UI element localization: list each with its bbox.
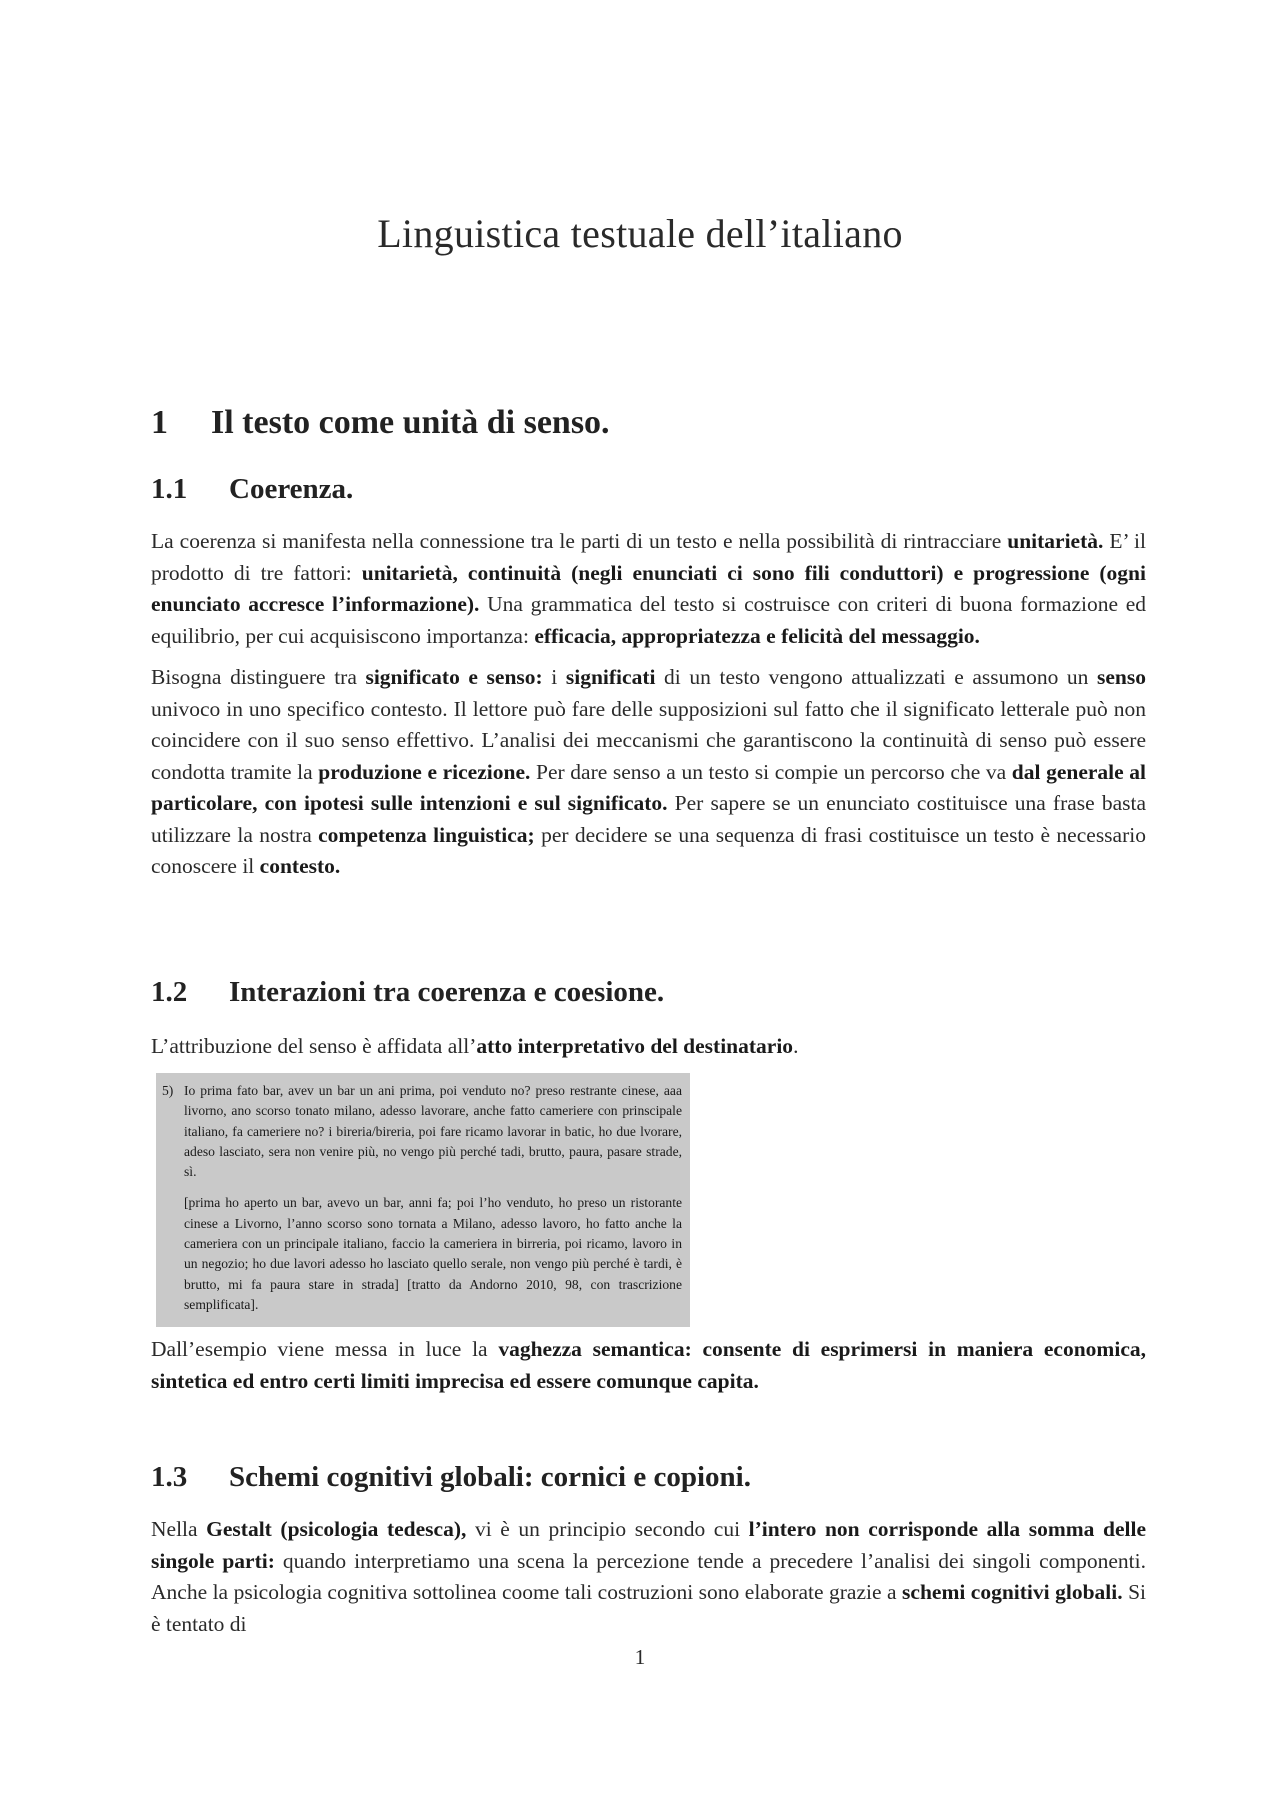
bold-term: significati: [565, 665, 656, 689]
subsection-1-2-body: [151, 1334, 1146, 1397]
scanned-example-image: [156, 1073, 690, 1327]
subsection-title: Coerenza.: [229, 473, 354, 505]
text-run: i: [542, 665, 566, 689]
text-run: La coerenza si manifesta nella connessione tra le parti di un testo e nella possibilità di rintracciare: [151, 529, 1008, 553]
bold-term: competenza linguistica;: [318, 822, 535, 847]
section-1-heading-wrap: [151, 404, 1146, 442]
text-run: L’attribuzione del senso è affidata all’: [151, 1034, 477, 1058]
subsection-title: Schemi cognitivi globali: cornici e copioni.: [229, 1461, 751, 1493]
bold-term: significato e senso:: [365, 665, 543, 689]
bold-term: contesto.: [259, 854, 341, 878]
text-run: univoco in uno specifico contesto. Il lettore può fare delle supposizioni sul fatto che il significato letterale può non coincidere con il suo senso effettivo. L’analisi dei meccanismi che garantiscono la continuità di senso può essere condotta tramite la: [151, 696, 1146, 784]
bold-term: efficacia, appropriatezza e felicità del messaggio.: [534, 623, 980, 648]
text-run: vi è un principio secondo cui: [466, 1517, 749, 1541]
bold-term: atto interpretativo del destinatario: [476, 1034, 794, 1058]
page-number: 1: [634, 1645, 646, 1669]
bold-term: unitarietà.: [1007, 529, 1104, 553]
subsection-heading: [151, 976, 1146, 1009]
bold-term: vaghezza semantica: consente di esprimersi in maniera economica, sintetica ed entro certi limiti imprecisa ed essere comunque capita.: [151, 1337, 1146, 1393]
bold-term: unitarietà, continuità (negli enunciati ci sono fili conduttori) e progressione (ogni enunciato accresce l’informazione).: [151, 560, 1146, 616]
text-run: Dall’esempio viene messa in luce la: [151, 1337, 499, 1361]
subsection-heading: [151, 1461, 1146, 1494]
subsection-1-1-heading-wrap: [151, 473, 1146, 506]
bold-term: schemi cognitivi globali.: [902, 1580, 1123, 1604]
text-run: Una grammatica del testo si costruisce con criteri di buona formazione ed equilibrio, per cui acquisiscono importanza:: [151, 592, 1146, 648]
section-heading: [151, 404, 1146, 442]
bold-term: dal generale al particolare, con ipotesi sulle intenzioni e sul significato.: [151, 759, 1147, 815]
text-run: di un testo vengono attualizzati e assumono un: [655, 665, 1098, 689]
subsection-1-3-heading-wrap: [151, 1461, 1146, 1494]
paragraph-coerenza-2: [151, 662, 1146, 883]
subsection-heading: [151, 473, 1146, 506]
document-title: Linguistica testuale dell’italiano: [377, 211, 903, 256]
paragraph-coerenza-1: [151, 526, 1146, 652]
subsection-1-3-body: [151, 1514, 1146, 1640]
text-run: per decidere se una sequenza di frasi costituisce un testo è necessario conoscere il: [151, 822, 1146, 878]
bold-term: Gestalt (psicologia tedesca),: [206, 1517, 467, 1541]
subsection-1-1-body: [151, 526, 1146, 883]
text-run: .: [793, 1034, 799, 1058]
subsection-1-2-intro: [151, 1031, 1146, 1063]
paragraph-interazioni-2: [151, 1334, 1146, 1397]
scanned-example-text: [164, 1081, 682, 1315]
subsection-1-2-heading-wrap: [151, 976, 1146, 1009]
bold-term: l’intero non corrisponde alla somma delle singole parti:: [151, 1517, 1146, 1573]
subsection-number: 1.1: [151, 473, 188, 505]
text-run: Per sapere se un enunciato costituisce una frase basta utilizzare la nostra: [151, 791, 1146, 847]
section-number: 1: [151, 404, 168, 441]
bold-term: produzione e ricezione.: [318, 759, 531, 784]
subsection-number: 1.3: [151, 1461, 188, 1493]
paragraph-interazioni-1: [151, 1031, 1146, 1063]
example-label: 5): [162, 1083, 174, 1098]
text-run: E’ il prodotto di tre fattori:: [151, 529, 1146, 585]
example-translation: [prima ho aperto un bar, avevo un bar, anni fa; poi l’ho venduto, ho preso un ristorante cinese a Livorno, l’anno scorso sono tornata a Milano, adesso lavoro, ho fatto anche la cameriera con un principale italiano, faccio la cameriera in birreria, poi ricamo, lavoro in un negozio; ho due lavori adesso ho lasciato quello serale, non vengo più perché è tardi, è brutto, mi fa paura stare in strada] [tratto da Andorno 2010, 98, con trascrizione semplificata].: [184, 1195, 682, 1312]
subsection-number: 1.2: [151, 976, 188, 1008]
paragraph-schemi-1: [151, 1514, 1146, 1640]
text-run: Nella: [151, 1517, 207, 1541]
bold-term: senso: [1097, 665, 1146, 689]
text-run: Per dare senso a un testo si compie un percorso che va: [530, 759, 1012, 784]
example-transcript: Io prima fato bar, avev un bar un ani prima, poi venduto no? preso restrante cinese, aaa livorno, ano scorso tonato milano, adesso lavorare, anche fatto cameriere con prinscipale italiano, fa cameriere no? i bireria/bireria, poi fare ricamo lavorar in batic, ho due lvorare, adeso lasciato, sera non venire più, no vengo più perché tadi, brutto, paura, pasare strade, sì.: [184, 1083, 682, 1180]
section-title: Il testo come unità di senso.: [211, 404, 610, 441]
text-run: quando interpretiamo una scena la percezione tende a precedere l’analisi dei singoli componenti. Anche la psicologia cognitiva sottolinea coome tali costruzioni sono elaborate grazie a: [151, 1548, 1147, 1604]
subsection-title: Interazioni tra coerenza e coesione.: [229, 976, 665, 1008]
text-run: Si è tentato di: [151, 1580, 1147, 1636]
text-run: Bisogna distinguere tra: [151, 665, 366, 689]
